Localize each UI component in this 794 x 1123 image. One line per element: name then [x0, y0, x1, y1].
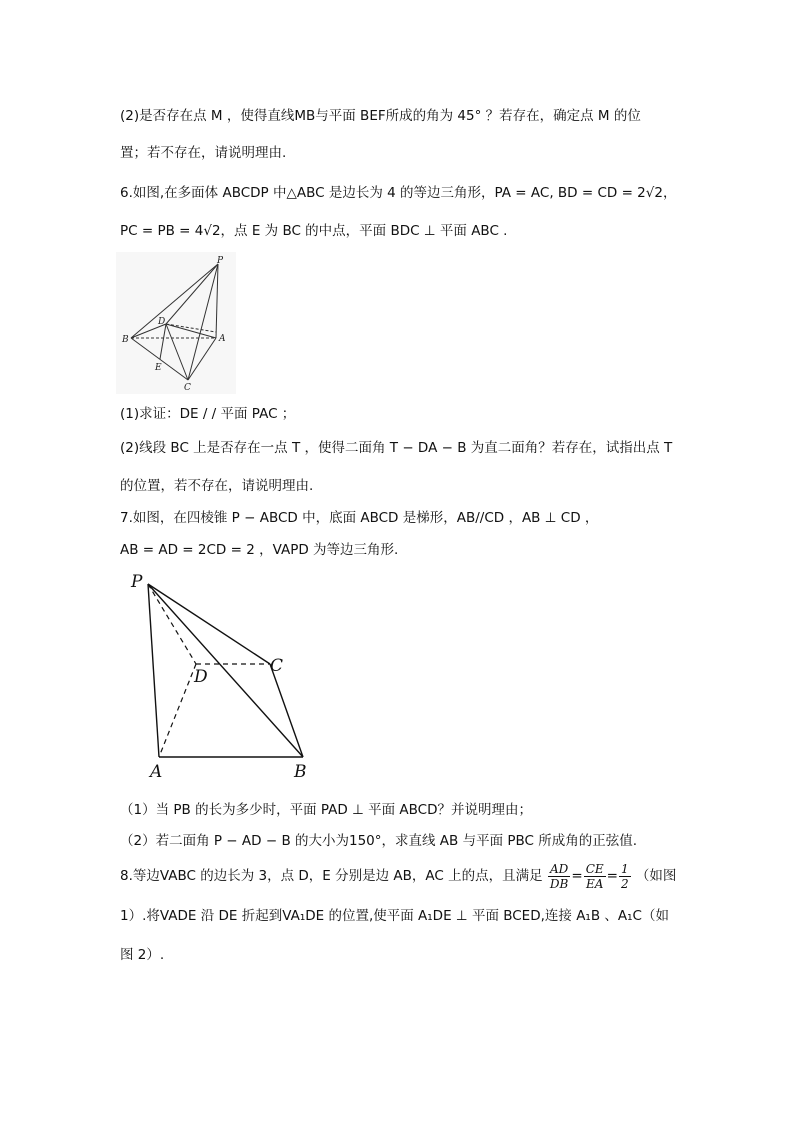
- q8-frac1-numerator: AD: [548, 862, 570, 877]
- fig1-label-e: E: [155, 363, 162, 373]
- q8-stem-line2: 1）.将VADE 沿 DE 折起到VA₁DE 的位置,使平面 A₁DE ⊥ 平面 BCED,连接 A₁B 、A₁C（如: [120, 908, 669, 924]
- q8-frac3-denominator: 2: [620, 876, 629, 891]
- q6-sub1: (1)求证：DE / / 平面 PAC ；: [120, 406, 296, 422]
- fig1-label-p: P: [217, 256, 224, 266]
- fig2-label-c: C: [270, 656, 284, 676]
- q8-stem-line1-tail: （如图: [635, 868, 677, 884]
- q6-stem-line1: 6.如图,在多面体 ABCDP 中△ABC 是边长为 4 的等边三角形，PA = AC, BD = CD = 2√2，: [120, 185, 677, 201]
- q8-fraction-ad-db: [548, 862, 570, 891]
- fig2-label-d: D: [194, 667, 208, 687]
- q6-stem-line2: PC = PB = 4√2，点 E 为 BC 的中点，平面 BDC ⊥ 平面 ABC .: [120, 223, 508, 239]
- q8-frac3-numerator: 1: [620, 861, 629, 876]
- figure-polyhedron-abcdp: [116, 252, 236, 394]
- fig2-label-p: P: [131, 572, 143, 592]
- fig2-label-b: B: [294, 762, 307, 782]
- fig1-label-d: D: [158, 317, 166, 327]
- q8-stem-line1: [120, 858, 676, 894]
- q8-frac1-denominator: DB: [549, 876, 569, 891]
- q6-sub2-line2: 的位置，若不存在，请说明理由.: [120, 478, 314, 494]
- q8-stem-line1-text: 8.等边VABC 的边长为 3，点 D，E 分别是边 AB，AC 上的点，且满足: [120, 868, 543, 884]
- q8-equals-1: =: [571, 868, 583, 884]
- figure-pyramid-pabcd: [128, 568, 328, 783]
- q7-stem-line2: AB = AD = 2CD = 2 ，VAPD 为等边三角形.: [120, 542, 399, 558]
- q6-sub2-line1: (2)线段 BC 上是否存在一点 T ，使得二面角 T − DA − B 为直二面角？若存在，试指出点 T: [120, 440, 673, 456]
- q8-equals-2: =: [606, 868, 618, 884]
- fig1-label-a: A: [219, 334, 226, 344]
- q8-frac2-denominator: EA: [585, 876, 604, 891]
- fig1-label-c: C: [184, 383, 191, 393]
- fig2-label-a: A: [150, 762, 163, 782]
- q7-stem-line1: 7.如图，在四棱锥 P − ABCD 中，底面 ABCD 是梯形，AB//CD ，AB ⊥ CD ，: [120, 510, 599, 526]
- fig1-label-b: B: [122, 335, 129, 345]
- q5-part2-line2: 置；若不存在，请说明理由.: [120, 145, 287, 161]
- q8-fraction-ce-ea: [584, 862, 606, 891]
- q8-frac2-numerator: CE: [585, 861, 604, 876]
- q8-fraction-one-half: [619, 862, 631, 891]
- q5-part2-line1: (2)是否存在点 M ，使得直线MB与平面 BEF所成的角为 45° ？若存在，确定点 M 的位: [120, 108, 641, 124]
- q7-sub1: （1）当 PB 的长为多少时，平面 PAD ⊥ 平面 ABCD？并说明理由；: [120, 802, 532, 818]
- q7-sub2: （2）若二面角 P − AD − B 的大小为150°，求直线 AB 与平面 PBC 所成角的正弦值.: [120, 833, 638, 849]
- q8-stem-line3: 图 2）.: [120, 947, 165, 963]
